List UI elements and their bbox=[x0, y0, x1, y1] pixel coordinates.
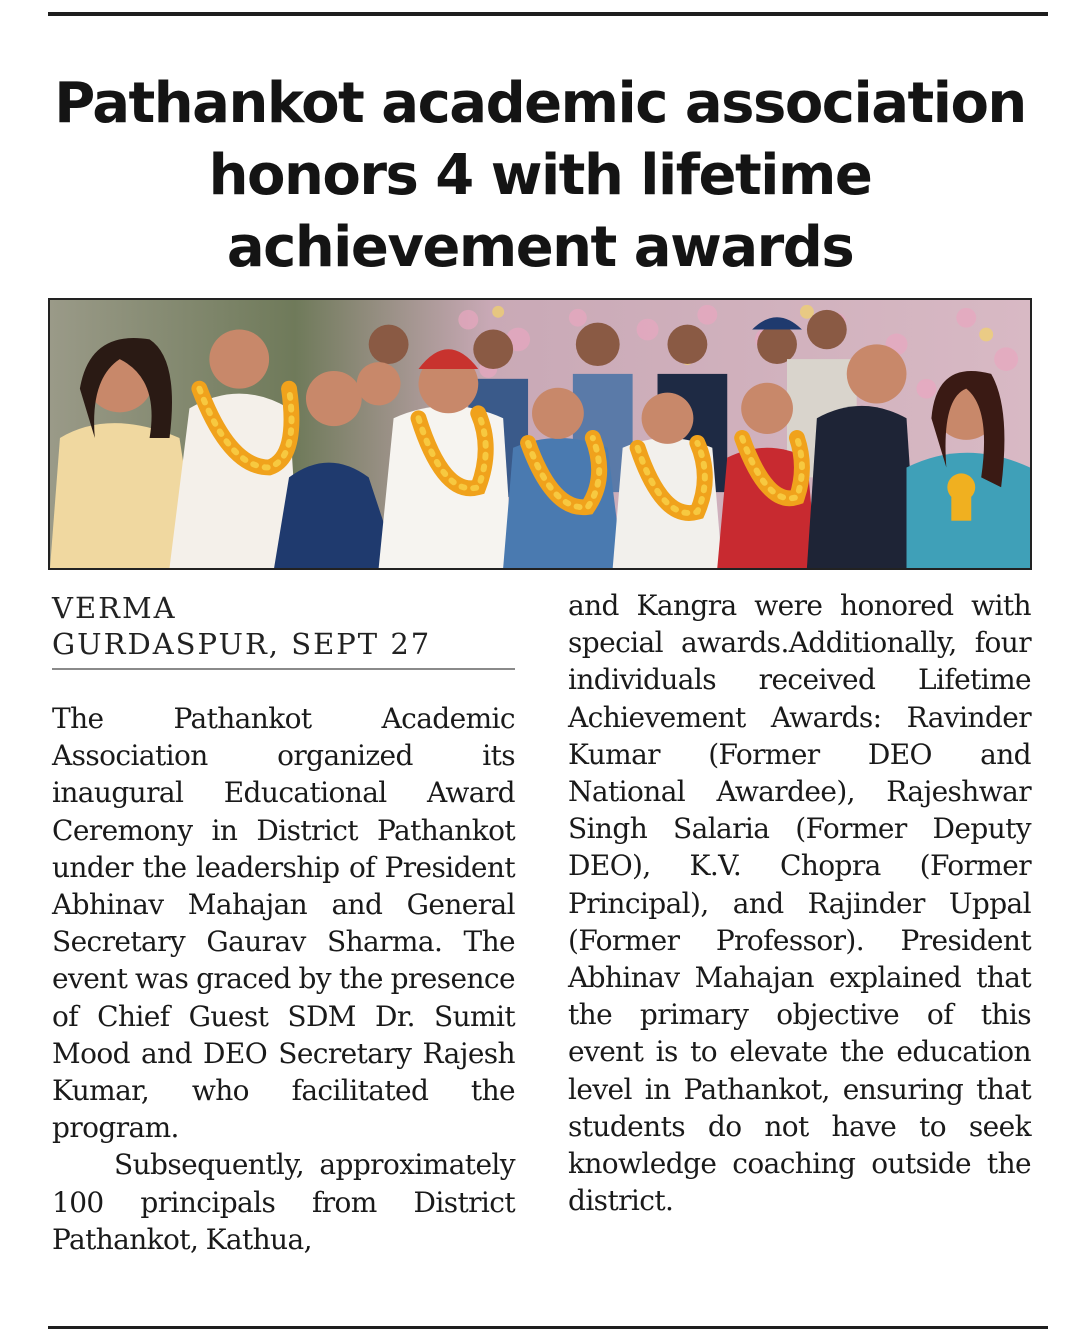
article-paragraph: The Pathankot Academic Association organized its inaugural Educational Award Ceremony in District Pathankot under the leadership of President Abhinav Mahajan and General Secretary Gaurav Sharma. The event was graced by the presence of Chief Guest SDM Dr. Sumit Mood and DEO Secretary Rajesh Kumar, who facilitated the program. bbox=[52, 702, 515, 1145]
headline: Pathankot academic association honors 4 with lifetime achievement awards bbox=[54, 71, 1026, 280]
byline-divider bbox=[52, 668, 515, 670]
byline-author: VERMA bbox=[52, 591, 177, 625]
bottom-rule bbox=[48, 1326, 1048, 1329]
article-paragraph: and Kangra were honored with special awards.Additionally, four individuals received Lifetime Achievement Awards: Ravinder Kumar (Former DEO and National Awardee), Rajeshwar Singh Salaria (Former Deputy DEO), K.V. Chopra (Former Principal), and Rajinder Uppal (Former Professor). President Abhinav Mahajan explained that the primary objective of this event is to elevate the education level in Pathankot, ensuring that students do not have to seek knowledge coaching outside the district. bbox=[568, 589, 1031, 1218]
byline bbox=[52, 590, 517, 662]
article-column-left bbox=[52, 700, 515, 1258]
article-paragraph: Subsequently, approximately 100 principals from District Pathankot, Kathua, bbox=[52, 1148, 515, 1256]
top-rule bbox=[48, 12, 1048, 16]
article-column-right bbox=[568, 587, 1031, 1219]
group-photo-icon bbox=[50, 300, 1030, 568]
byline-dateline: GURDASPUR, SEPT 27 bbox=[52, 627, 432, 661]
event-photo bbox=[48, 298, 1032, 570]
